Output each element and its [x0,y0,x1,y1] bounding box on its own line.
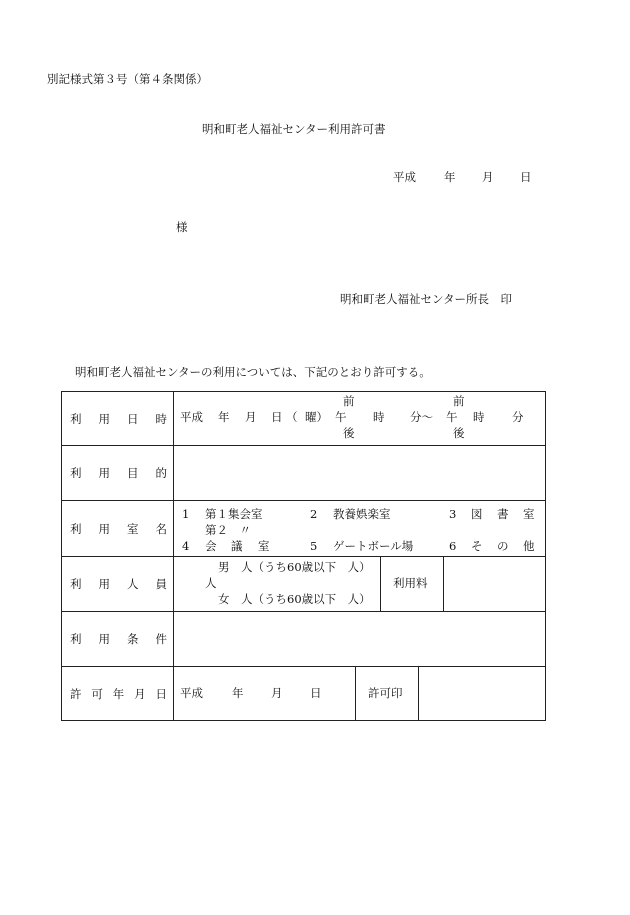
room-5-num: 5 [310,539,318,553]
fee-value[interactable] [444,557,545,611]
date-day: 日 [520,170,532,184]
permit-month: 月 [271,686,283,700]
label-char: 可 [91,686,103,701]
room-4-name-char: 議 [231,539,243,553]
divider [380,557,381,611]
fee-label: 利用料 [393,576,428,590]
label-char: 用 [98,521,110,536]
label-char: 時 [155,411,167,426]
label-char: 用 [98,411,110,426]
label-char: 利 [70,577,82,591]
dt-hour2: 時 [473,410,485,424]
seal-label: 許可印 [368,686,403,700]
room-5-name: ゲートボール場 [333,539,414,553]
label-rooms [62,501,174,557]
dt-day: 日 [271,410,283,424]
dt-min1: 分〜 [410,410,433,424]
dt-pm2: 後 [453,426,465,440]
row-permit-date [62,667,546,721]
value-purpose[interactable] [174,446,546,501]
room-4-name-char: 室 [258,539,270,553]
dt-month: 月 [245,410,257,424]
label-purpose [62,446,174,501]
label-char: 条 [127,632,139,646]
row-datetime [62,392,546,446]
room-6-num: 6 [449,539,457,553]
value-datetime[interactable] [174,392,546,446]
seal-box[interactable] [419,667,545,720]
label-char: 利 [70,411,82,426]
row-rooms [62,501,546,557]
dt-hour1: 時 [373,410,385,424]
dt-min2: 分 [512,410,524,424]
room-1-name: 第１集会室 [205,507,263,521]
divider [355,667,356,720]
room-6-name-char: 他 [523,539,535,553]
label-char: 目 [127,466,139,480]
row-people [62,557,546,612]
label-char: 人 [127,577,139,591]
room-3-name-char: 図 [471,507,483,521]
form-number: 別記様式第３号（第４条関係） [47,72,208,86]
dt-year: 年 [218,410,230,424]
room-4-name-char: 会 [205,539,217,553]
value-people[interactable] [174,557,546,612]
room-4-num: 4 [182,539,190,553]
dt-pm1: 後 [343,426,355,440]
label-char: 名 [155,521,167,536]
people-female: 女 人（うち60歳以下 人） [218,592,371,606]
permit-year: 年 [232,686,244,700]
room-3-name-char: 室 [523,507,535,521]
label-char: 利 [70,521,82,536]
dt-weekday: 曜） [305,410,328,424]
people-male: 男 人（うち60歳以下 人） [218,560,371,574]
room-3-num: 3 [449,507,457,521]
label-char: 許 [70,686,82,701]
label-char: 員 [155,577,167,591]
label-char: 日 [155,686,167,701]
label-char: 用 [98,577,110,591]
addressee-suffix: 様 [176,220,188,234]
dt-noon2: 午 [446,410,458,424]
label-char: 的 [155,466,167,480]
label-char: 件 [155,632,167,646]
label-permit-date [62,667,174,721]
permit-form-table [61,391,546,721]
room-2-num: 2 [310,507,318,521]
dt-weekday-open: （ [286,410,298,424]
label-char: 用 [98,466,110,480]
label-char: 年 [112,686,125,701]
label-char: 利 [70,632,82,646]
intro-text: 明和町老人福祉センターの利用については、下記のとおり許可する。 [75,365,431,379]
room-1-num: 1 [182,507,190,521]
label-char: 利 [70,466,82,480]
dt-am1: 前 [343,394,355,408]
value-rooms[interactable] [174,501,546,557]
dt-am2: 前 [453,394,465,408]
permit-day: 日 [310,686,322,700]
room-2-name: 教養娯楽室 [333,507,391,521]
document-title: 明和町老人福祉センター利用許可書 [202,122,386,136]
date-month: 月 [482,170,494,184]
date-year: 年 [444,170,456,184]
issuer-line: 明和町老人福祉センター所長 印 [340,292,513,306]
row-conditions [62,612,546,667]
permit-era: 平成 [180,686,203,700]
row-purpose [62,446,546,501]
label-char: 用 [98,632,110,646]
label-conditions [62,612,174,667]
room-3-name-char: 書 [497,507,509,521]
label-char: 日 [127,411,139,426]
label-datetime [62,392,174,446]
label-char: 室 [127,521,139,536]
dt-noon1: 午 [335,410,347,424]
label-char: 月 [134,686,146,701]
people-total: 人 [205,576,217,590]
dt-era: 平成 [180,410,203,424]
value-conditions[interactable] [174,612,546,667]
label-people [62,557,174,612]
value-permit-date[interactable] [174,667,546,721]
date-era: 平成 [393,170,416,184]
room-1b-name: 第２ 〃 [205,523,251,537]
room-6-name-char: の [497,539,509,553]
room-6-name-char: そ [471,539,483,553]
